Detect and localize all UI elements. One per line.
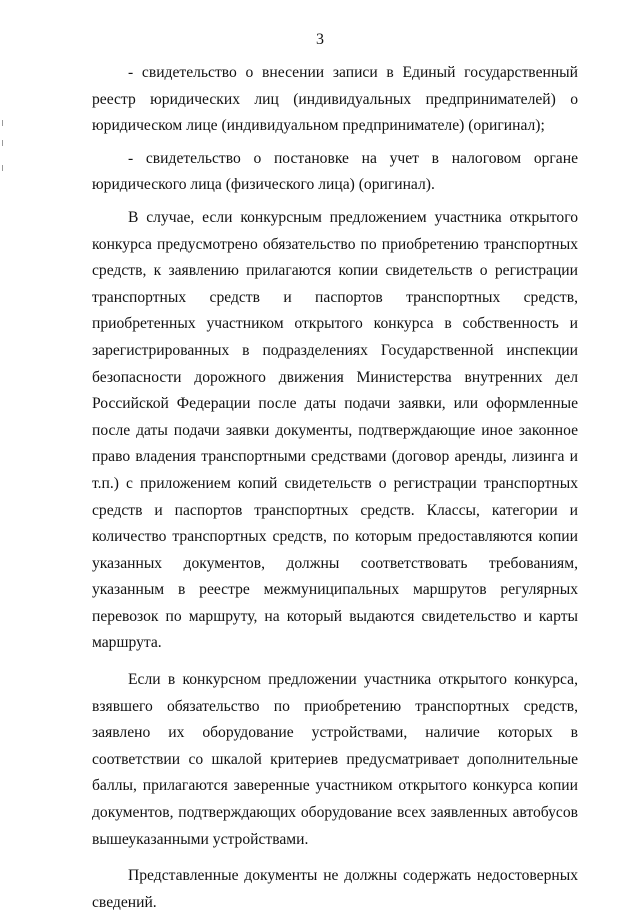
paragraph-vehicle-documents: В случае, если конкурсным предложением участника открытого конкурса предусмотрено обязательство по приобретению транспортных средств, к заявлению прилагаются копии свидетельств о регистрации транспортных средств и паспортов транспортных средств, приобретенных участником открытого конкурса в собственность и зарегистрированных в подразделениях Государственной инспекции безопасности дорожного движения Министерства внутренних дел Российской Федерации после даты подачи заявки, или оформленные после даты подачи заявки документы, подтверждающие иное законное право владения транспортными средствами (договор аренды, лизинга и т.п.) с приложением копий свидетельств о регистрации транспортных средств и паспортов транспортных средств. Классы, категории и количество транспортных средств, по которым предоставляются копии указанных документов, должны соответствовать требованиям, указанным в реестре межмуниципальных маршрутов регулярных перевозок по маршруту, на который выдаются свидетельство и карты маршрута.	[92, 208, 578, 652]
document-body	[92, 60, 578, 916]
margin-binding-marks	[0, 120, 6, 320]
binding-mark	[2, 140, 3, 146]
paragraph-registry-certificate: - свидетельство о внесении записи в Единый государственный реестр юридических лиц (индивидуальных предпринимателей) о юридическом лице (индивидуальном предпринимателе) (оригинал);	[92, 64, 578, 135]
paragraph-vehicle-equipment: Если в конкурсном предложении участника открытого конкурса, взявшего обязательство по приобретению транспортных средств, заявлено их оборудование устройствами, наличие которых в соответствии со шкалой критериев предусматривает дополнительные баллы, прилагаются заверенные участником открытого конкурса копии документов, подтверждающих оборудование всех заявленных автобусов вышеуказанными устройствами.	[92, 671, 578, 848]
binding-mark	[2, 120, 3, 126]
page-number: 3	[316, 31, 324, 48]
binding-mark	[2, 165, 3, 171]
paragraph-tax-certificate: - свидетельство о постановке на учет в налоговом органе юридического лица (физического лица) (оригинал).	[92, 149, 578, 194]
paragraph-reliable-documents: Представленные документы не должны содержать недостоверных сведений.	[92, 867, 578, 911]
